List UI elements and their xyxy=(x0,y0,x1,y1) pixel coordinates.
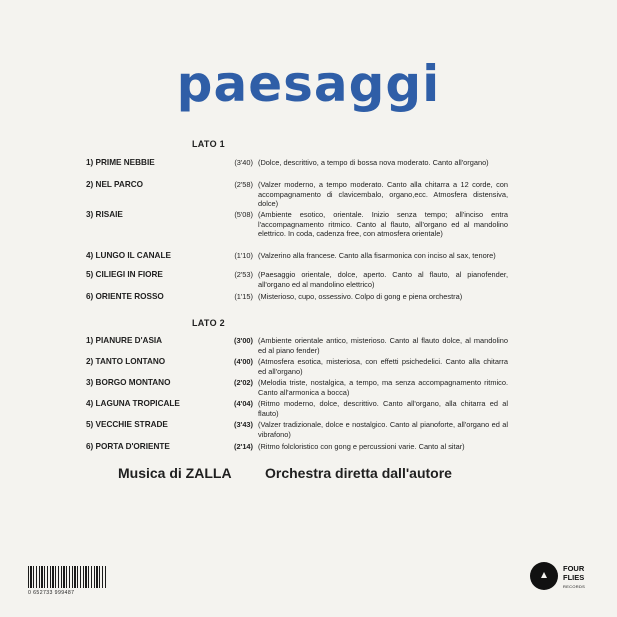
track-duration: (2'14) xyxy=(233,442,253,451)
track-duration: (2'02) xyxy=(233,378,253,387)
track-duration: (3'40) xyxy=(234,158,253,167)
track-description: (Ritmo moderno, dolce, descrittivo. Canto all'organo, alla chitarra ed al flauto) xyxy=(258,399,508,418)
track-description: (Ambiente esotico, orientale. Inizio senza tempo; all'inciso entra l'accompagnamento ritmico. Canto al flauto, all'organo ed al mandolino elettrico. In coda, cadenza free, con atmosfera orientale) xyxy=(258,210,508,239)
track-title: 2) TANTO LONTANO xyxy=(86,357,166,366)
track-title: 6) ORIENTE ROSSO xyxy=(86,292,164,301)
track-description: (Atmosfera esotica, misteriosa, con effetti psichedelici. Canto alla chitarra ed all'organo) xyxy=(258,357,508,376)
track-description: (Ritmo folcloristico con gong e percussioni varie. Canto al sitar) xyxy=(258,442,465,451)
record-label-line-1: FOUR xyxy=(563,564,585,573)
orchestra-credit: Orchestra diretta dall'autore xyxy=(265,465,452,481)
track-title: 5) CILIEGI IN FIORE xyxy=(86,270,163,279)
side-1-heading: LATO 1 xyxy=(192,139,225,149)
track-description: (Melodia triste, nostalgica, a tempo, ma senza accompagnamento ritmico. Canto all'armonica a bocca) xyxy=(258,378,508,397)
track-description: (Valzerino alla francese. Canto alla fisarmonica con inciso al sax, tenore) xyxy=(258,251,496,260)
track-duration: (3'00) xyxy=(233,336,253,345)
composer-credit: Musica di ZALLA xyxy=(118,465,232,481)
track-duration: (4'04) xyxy=(233,399,253,408)
track-duration: (5'08) xyxy=(234,210,253,219)
track-title: 4) LUNGO IL CANALE xyxy=(86,251,171,260)
track-duration: (2'53) xyxy=(234,270,253,279)
track-title: 5) VECCHIE STRADE xyxy=(86,420,168,429)
track-title: 6) PORTA D'ORIENTE xyxy=(86,442,170,451)
track-description: (Paesaggio orientale, dolce, aperto. Canto al flauto, al pianofender, all'organo ed al mandolino elettrico) xyxy=(258,270,508,289)
record-label-logo-icon xyxy=(530,562,558,590)
record-label-line-2: FLIES xyxy=(563,572,585,582)
track-duration: (1'10) xyxy=(234,251,253,260)
track-duration: (1'15) xyxy=(234,292,253,301)
track-title: 1) PRIME NEBBIE xyxy=(86,158,155,167)
track-title: 3) RISAIE xyxy=(86,210,123,219)
track-title: 3) BORGO MONTANO xyxy=(86,378,171,387)
track-title: 4) LAGUNA TROPICALE xyxy=(86,399,180,408)
track-description: (Dolce, descrittivo, a tempo di bossa nova moderato. Canto all'organo) xyxy=(258,158,489,167)
track-title: 2) NEL PARCO xyxy=(86,180,144,189)
track-description: (Valzer moderno, a tempo moderato. Canto alla chitarra a 12 corde, con accompagnamento di clavicembalo, organo,ecc. Atmosfera distensiva, dolce) xyxy=(258,180,508,209)
track-description: (Valzer tradizionale, dolce e nostalgico. Canto al pianoforte, all'organo ed al vibrafono) xyxy=(258,420,508,439)
barcode-number: 0 652733 999487 xyxy=(28,590,75,596)
album-title: paesaggi xyxy=(176,55,441,113)
record-label-subtitle: RECORDS xyxy=(563,584,586,589)
side-2-heading: LATO 2 xyxy=(192,318,225,328)
track-title: 1) PIANURE D'ASIA xyxy=(86,336,163,345)
record-label-name xyxy=(563,565,584,582)
track-duration: (2'58) xyxy=(234,180,253,189)
track-description: (Misterioso, cupo, ossessivo. Colpo di gong e piena orchestra) xyxy=(258,292,463,301)
barcode-icon xyxy=(28,566,106,588)
track-duration: (3'43) xyxy=(233,420,253,429)
track-description: (Ambiente orientale antico, misterioso. Canto al flauto dolce, al mandolino ed al piano fender) xyxy=(258,336,508,355)
track-duration: (4'00) xyxy=(233,357,253,366)
